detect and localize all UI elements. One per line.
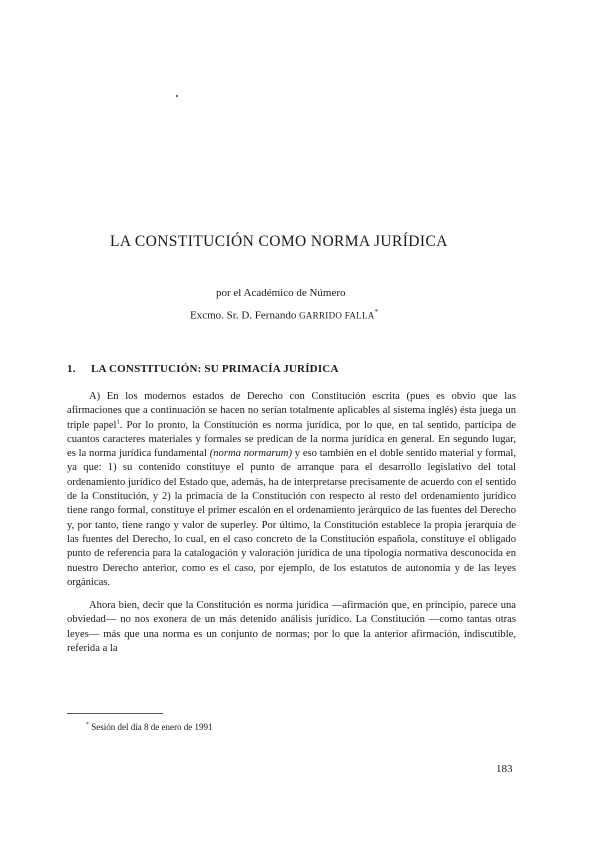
scan-speck [176, 95, 178, 97]
paragraph-1-part-b: . Por lo pronto, la Constitución es norma jurídica, por lo que, en tal sentido, participa de cuantos caracteres materiales y formales se predican de la norma jurídica en general. En segundo lugar, es la norma jurídica fundamental [67, 419, 516, 460]
footnote-divider [67, 713, 163, 714]
paragraph-1 [67, 390, 516, 590]
footnote-mark: * [86, 722, 89, 728]
author-footnote-mark: * [374, 308, 379, 316]
paragraph-1-italic: (norma normarum) [209, 448, 292, 460]
author-prefix: Excmo. Sr. D. Fernando [190, 309, 300, 322]
footnote [86, 722, 212, 732]
page-title: LA CONSTITUCIÓN COMO NORMA JURÍDICA [110, 233, 448, 250]
author-surname: GARRIDO FALLA [299, 310, 375, 321]
footnote-reference: 1 [116, 418, 120, 426]
section-heading [67, 363, 339, 375]
paragraph-1-part-a: A) En los modernos estados de Derecho con Constitución escrita (pues es obvio que las afirmaciones que a continuación se hacen no serían totalmente aplicables al sistema inglés) ésta juega un triple papel [67, 391, 516, 431]
paragraph-1-part-c: y eso también en el doble sentido material y formal, ya que: 1) su contenido constituye el punto de arranque para el desarrollo legislativo del total ordenamiento jurídico del Estado que, además, ha de interpretarse precisamente de acuerdo con el sentido de la Constitución, y 2) la primacía de la Constitución con respecto al resto del ordenamiento jurídico tiene rango formal, constituye el primer escalón en el ordenamiento jerárquico de las fuentes del Derecho y, por tanto, tiene rango y valor de superley. Por último, la Constitución establece la propia jerarquía de las fuentes del Derecho, lo cual, en el caso concreto de la Constitución española, constituye el obligado punto de referencia para la catalogación y valoración jurídica de una tipología normativa desconocida en nuestro Derecho anterior, como es el caso, por ejemplo, de los estatutos de autonomía y de las leyes orgánicas. [67, 448, 516, 588]
section-number: 1. [67, 363, 76, 375]
byline-author [190, 308, 601, 322]
footnote-text: Sesión del día 8 de enero de 1991 [89, 722, 213, 732]
byline-academic: por el Académico de Número [216, 287, 346, 299]
paragraph-2: Ahora bien, decir que la Constitución es norma jurídica —afirmación que, en principio, parece una obviedad— no nos exonera de un más detenido análisis jurídico. La Constitución —como tantas otras leyes— más que una norma es un conjunto de normas; por lo que la anterior afirmación, indiscutible, referida a la [67, 600, 516, 655]
body-text [67, 390, 516, 656]
page-number: 183 [496, 763, 513, 775]
section-title: LA CONSTITUCIÓN: SU PRIMACÍA JURÍDICA [91, 363, 339, 375]
